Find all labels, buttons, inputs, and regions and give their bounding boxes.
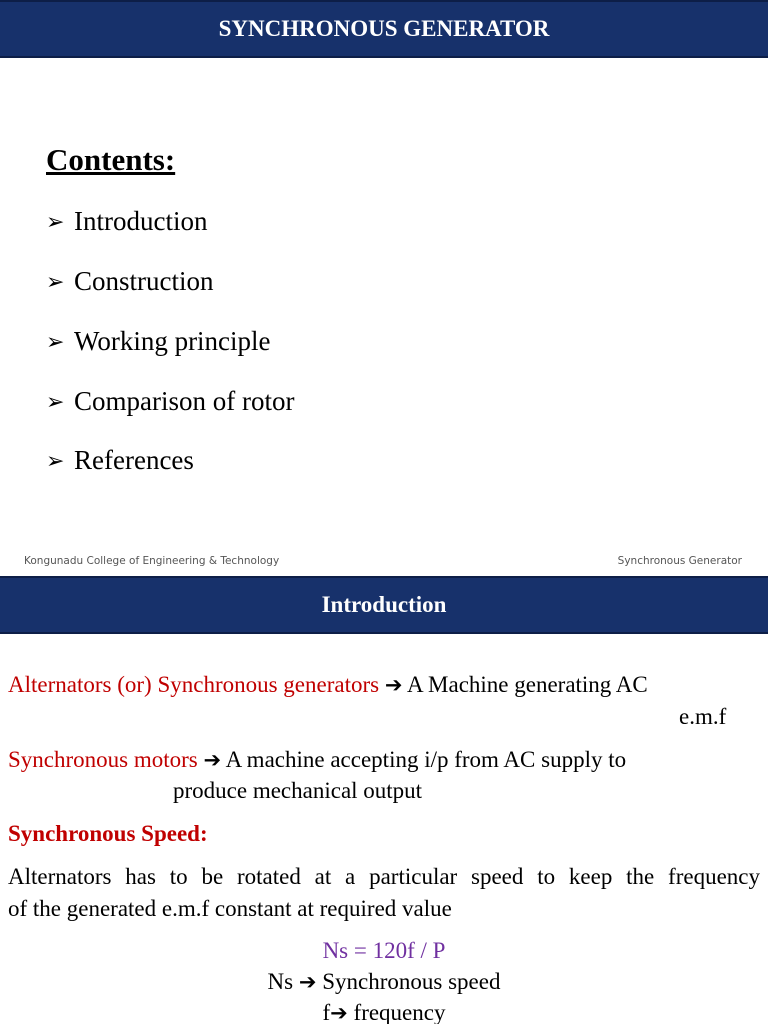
formula: Ns = 120f / P (322, 938, 446, 963)
motors-term: Synchronous motors (8, 747, 198, 772)
arrow-bullet-icon: ➢ (46, 268, 65, 294)
footer-topic: Synchronous Generator (617, 555, 742, 567)
toc-item-construction (46, 266, 214, 297)
right-arrow-icon: ➔ (203, 748, 222, 772)
motors-def-line-2: produce mechanical output (173, 778, 423, 803)
f-def: frequency (353, 1000, 446, 1024)
toc-item-references (46, 445, 194, 476)
toc-item-label: Construction (74, 266, 214, 296)
synchronous-speed-heading: Synchronous Speed: (8, 821, 208, 846)
ns-def: Synchronous speed (322, 969, 501, 994)
f-symbol: f (322, 1000, 331, 1024)
right-arrow-icon: ➔ (330, 1001, 348, 1024)
alternators-def-line-1: A Machine generating AC (406, 672, 648, 697)
toc-item-label: Introduction (74, 206, 208, 236)
f-definition (0, 999, 768, 1024)
ns-symbol: Ns (267, 969, 294, 994)
motors-def-line-1: A machine accepting i/p from AC supply to (225, 747, 627, 772)
contents-heading: Contents: (46, 142, 176, 177)
arrow-bullet-icon: ➢ (46, 388, 65, 414)
ns-definition (0, 968, 768, 996)
toc-item-label: Comparison of rotor (74, 386, 295, 416)
alternators-def-line-2: e.m.f (679, 704, 727, 729)
arrow-bullet-icon: ➢ (46, 208, 65, 234)
slide-title-bar (0, 0, 768, 58)
right-arrow-icon: ➔ (298, 970, 317, 994)
slide-title-bar (0, 576, 768, 634)
toc-item-comparison-of-rotor (46, 386, 294, 417)
arrow-bullet-icon: ➢ (46, 447, 65, 473)
toc-item-introduction (46, 206, 207, 237)
toc-item-label: Working principle (74, 326, 271, 356)
toc-item-label: References (74, 445, 194, 475)
toc-item-working-principle (46, 326, 271, 357)
slide-introduction (0, 576, 768, 1024)
slide-title: SYNCHRONOUS GENERATOR (218, 16, 550, 41)
speed-text-line-1: Alternators has to be rotated at a particular speed to keep the frequency (8, 864, 760, 889)
right-arrow-icon: ➔ (384, 673, 403, 697)
arrow-bullet-icon: ➢ (46, 328, 65, 354)
footer-college: Kongunadu College of Engineering & Technology (24, 555, 280, 567)
slide-title: Introduction (321, 592, 447, 617)
alternators-term: Alternators (or) Synchronous generators (8, 672, 380, 697)
alternators-definition (8, 671, 648, 699)
speed-text-line-2: of the generated e.m.f constant at required value (8, 896, 452, 921)
motors-definition (8, 746, 626, 774)
